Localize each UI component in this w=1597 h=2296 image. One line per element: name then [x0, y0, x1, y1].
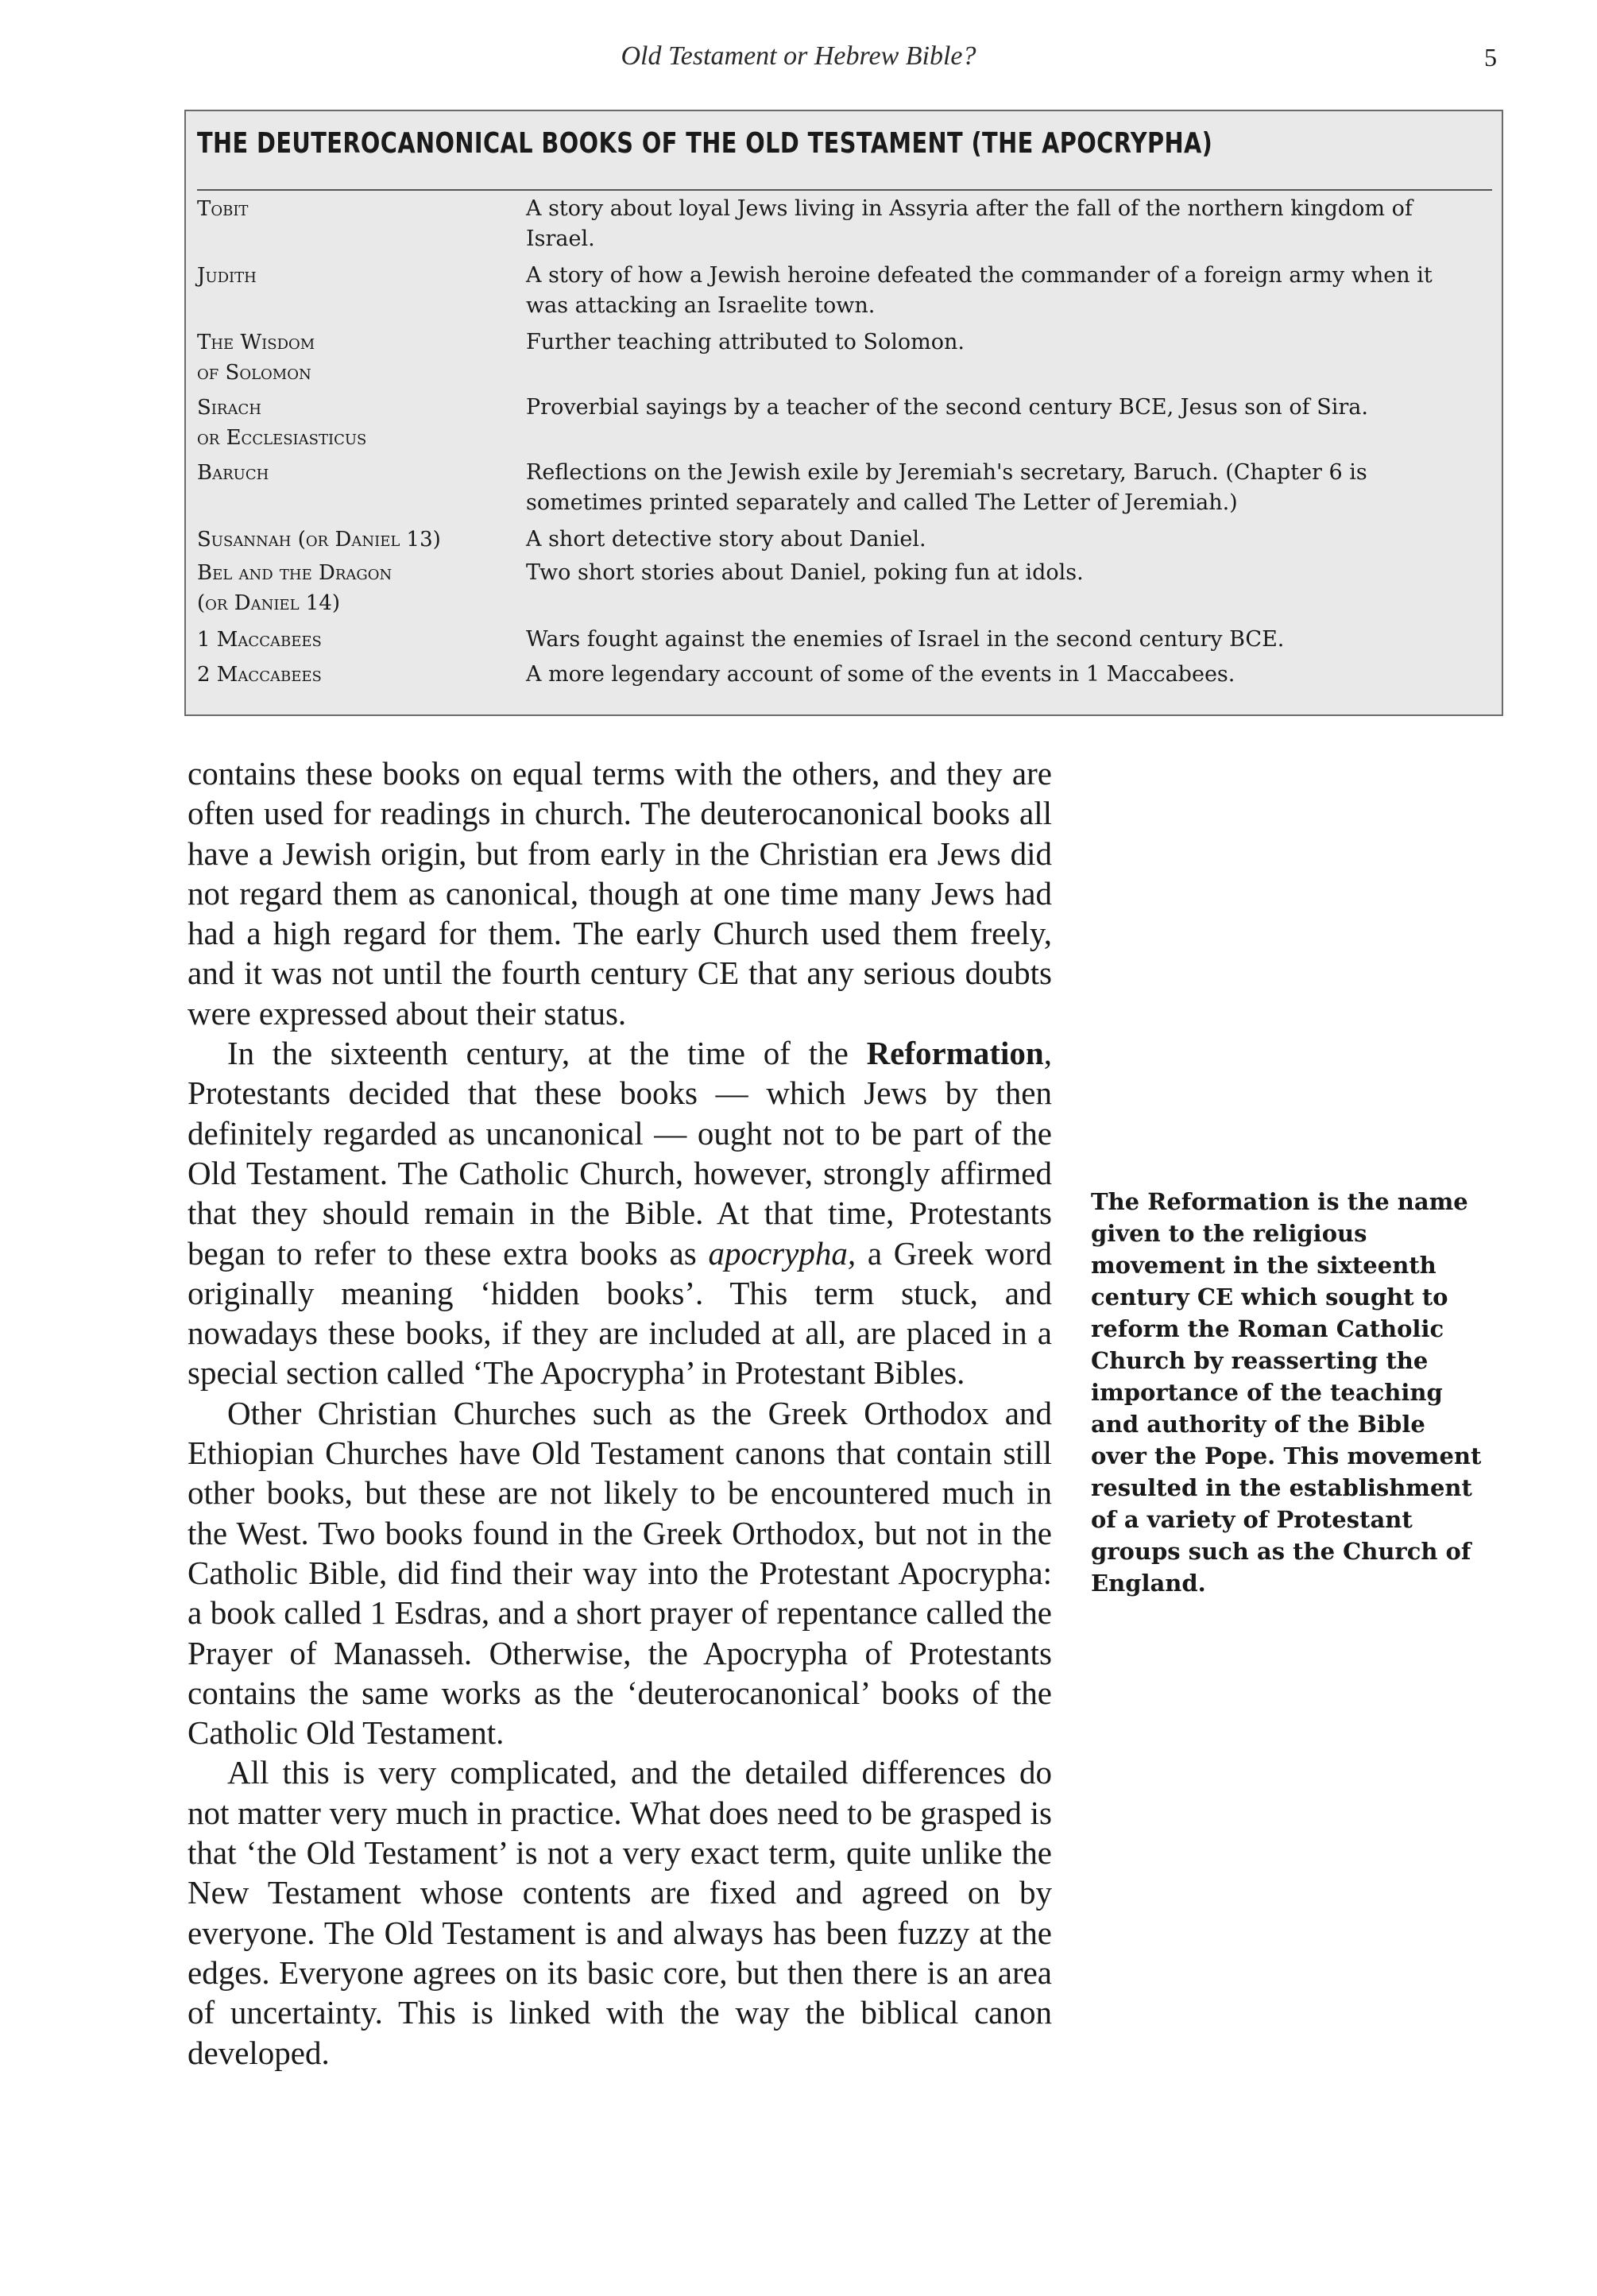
key-term: Reformation	[1147, 1188, 1310, 1215]
book-name-line: Judith	[197, 264, 257, 288]
text-span: is the name given to the religious movement in the sixteenth century	[1091, 1188, 1468, 1311]
text-span: that any serious doubts were expressed about their status.	[188, 954, 1052, 1032]
paragraph-3: Other Christian Churches such as the Greek Orthodox and Ethiopian Churches have Old Testament canons that contain still other books, but these are not likely to be encountered much in the West. Two books found in the Greek Orthodox, but not in the Catholic Bible, did find their way into the Protestant Apocrypha: a book called 1 Esdras, and a short prayer of repentance called the Prayer of Manasseh. Otherwise, the Apocrypha of Protestants contains the same works as the ‘deuterocanonical’ books of the Catholic Old Testament.	[188, 1394, 1052, 1752]
book-name	[197, 194, 515, 224]
book-description: A story of how a Jewish heroine defeated the commander of a foreign army when it was attacking an Israelite town.	[526, 263, 1433, 318]
book-name	[197, 625, 515, 655]
book-name	[197, 525, 515, 555]
text-span: a Greek word originally meaning ‘hidden books’. This term stuck, and nowadays these books, if they are included at all, are placed in a special section called ‘The Apocrypha’ in Protestant Bibles.	[188, 1234, 1052, 1392]
era-abbreviation: CE	[697, 954, 740, 992]
book-name	[197, 458, 515, 488]
text-span: contains these books on equal terms with the others, and they are often used for readings in church. The deuterocanonical books all have a Jewish origin, but from early in the Christian era Jews did not regard them as canonical, though at one time many Jews had had a high regard for them. The early Church used them freely, and it was not until the fourth century	[188, 755, 1052, 992]
book-name-line: or Ecclesiasticus	[197, 426, 367, 450]
box-divider	[197, 189, 1492, 191]
book-name	[197, 327, 515, 388]
text-span: which sought to reform the Roman Catholic Church by reasserting the importance of the teaching and authority of the Bible over the Pope. This movement resulted in the establishment of a variety of Protestant groups such as the Church of England.	[1091, 1284, 1482, 1597]
book-name	[197, 393, 515, 453]
paragraph-2	[188, 1033, 1052, 1393]
book-name-line: Baruch	[197, 461, 269, 485]
box-title: THE DEUTEROCANONICAL BOOKS OF THE OLD TESTAMENT (THE APOCRYPHA)	[197, 127, 1213, 160]
paragraph-4: All this is very complicated, and the detailed differences do not matter very much in practice. What does need to be grasped is that ‘the Old Testament’ is not a very exact term, quite unlike the New Testament whose contents are fixed and agreed on by everyone. The Old Testament is and always has been fuzzy at the edges. Everyone agrees on its basic core, but then there is an area of uncertainty. This is linked with the way the biblical canon developed.	[188, 1754, 1052, 2071]
text-span: , Protestants decided that these books — which Jews by then definitely regarded as uncanonical — ought not to be part of the Old Testament. The Catholic Church, however, strongly affirmed that they should remain in the Bible. At that time, Protestants began to refer to these extra books as	[188, 1035, 1052, 1272]
book-description: A story about loyal Jews living in Assyria after the fall of the northern kingdom of Israel.	[526, 196, 1413, 251]
book-name-line: Bel and the Dragon	[197, 561, 392, 585]
book-description: A more legendary account of some of the events in 1 Maccabees.	[526, 662, 1235, 687]
italic-term: apocrypha,	[708, 1234, 857, 1272]
main-body-text	[188, 753, 1052, 2073]
paragraph-1	[188, 753, 1052, 1033]
book-name-line: 2 Maccabees	[197, 663, 322, 687]
key-term: Reformation	[866, 1035, 1044, 1072]
book-description: Reflections on the Jewish exile by Jeremiah's secretary, Baruch. (Chapter 6 is sometimes printed separately and called The Letter of Jeremiah.)	[526, 460, 1367, 515]
text-span: In the sixteenth century, at the time of the	[227, 1035, 867, 1072]
book-name-line: 1 Maccabees	[197, 628, 322, 652]
book-name-line: (or Daniel 14)	[197, 591, 341, 615]
book-description: Further teaching attributed to Solomon.	[526, 330, 965, 354]
book-description: A short detective story about Daniel.	[526, 527, 926, 552]
book-description: Two short stories about Daniel, poking fun at idols.	[526, 560, 1084, 585]
page-number: 5	[1484, 43, 1497, 72]
era-abbreviation: CE	[1197, 1284, 1234, 1311]
book-name-line: Tobit	[197, 197, 249, 221]
book-description: Wars fought against the enemies of Israel in the second century BCE.	[526, 627, 1285, 652]
book-name-line: of Solomon	[197, 361, 311, 385]
book-name-line: Susannah (or Daniel 13)	[197, 528, 441, 552]
book-name-line: Sirach	[197, 396, 261, 420]
book-name	[197, 558, 515, 618]
book-name-line: The Wisdom	[197, 331, 315, 354]
text-span: The	[1091, 1188, 1148, 1215]
book-name	[197, 261, 515, 291]
apocrypha-table-box	[184, 110, 1503, 716]
book-name	[197, 660, 515, 690]
book-description: Proverbial sayings by a teacher of the second century BCE, Jesus son of Sira.	[526, 395, 1368, 420]
margin-note	[1091, 1186, 1488, 1599]
running-head: Old Testament or Hebrew Bible?	[621, 41, 976, 71]
